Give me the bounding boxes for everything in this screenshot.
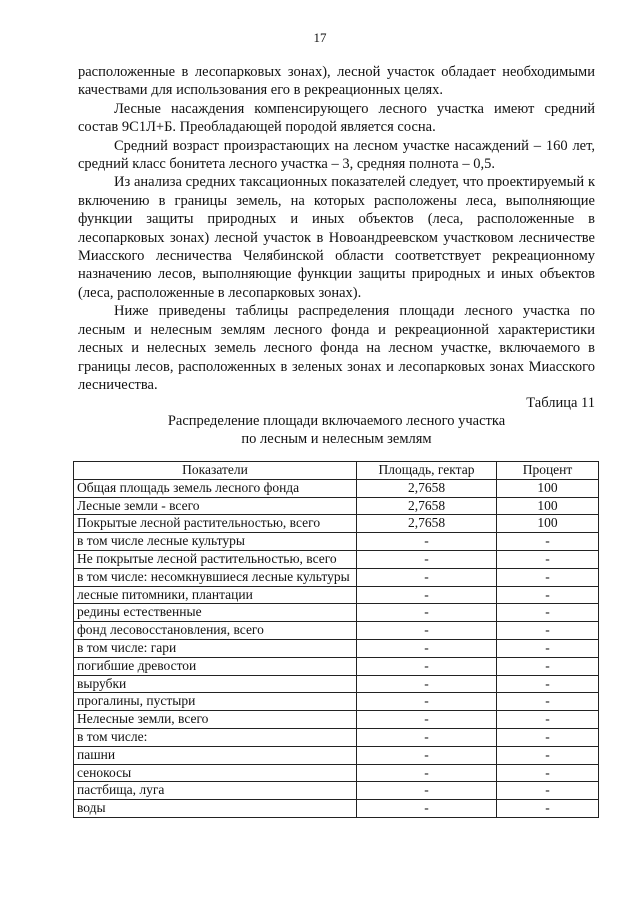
row-area: - <box>357 586 497 604</box>
row-indicator: в том числе: <box>74 728 357 746</box>
row-percent: - <box>497 533 599 551</box>
row-percent: - <box>497 586 599 604</box>
row-percent: - <box>497 675 599 693</box>
row-percent: - <box>497 746 599 764</box>
table-row <box>74 675 599 693</box>
row-indicator: Покрытые лесной растительностью, всего <box>74 515 357 533</box>
row-area: - <box>357 568 497 586</box>
row-area: - <box>357 533 497 551</box>
table-row <box>74 622 599 640</box>
table-header-row <box>74 462 599 480</box>
row-percent: - <box>497 550 599 568</box>
row-indicator: в том числе лесные культуры <box>74 533 357 551</box>
row-indicator: Не покрытые лесной растительностью, всего <box>74 550 357 568</box>
row-indicator: фонд лесовосстановления, всего <box>74 622 357 640</box>
row-area: - <box>357 693 497 711</box>
row-percent: 100 <box>497 497 599 515</box>
table-title-line: по лесным и нелесным землям <box>241 431 432 447</box>
row-percent: - <box>497 604 599 622</box>
row-area: - <box>357 622 497 640</box>
row-indicator: в том числе: несомкнувшиеся лесные культуры <box>74 568 357 586</box>
page-number: 17 <box>313 30 327 45</box>
paragraph: расположенные в лесопарковых зонах), лесной участок обладает необходимыми качествами для использования его в рекреационных целях. <box>78 64 595 99</box>
table-row <box>74 728 599 746</box>
column-header-area: Площадь, гектар <box>357 462 497 480</box>
row-area: - <box>357 639 497 657</box>
row-area: - <box>357 711 497 729</box>
table-row <box>74 604 599 622</box>
table-row <box>74 639 599 657</box>
column-header-indicator: Показатели <box>74 462 357 480</box>
column-header-percent: Процент <box>497 462 599 480</box>
table-row <box>74 586 599 604</box>
row-percent: - <box>497 728 599 746</box>
row-indicator: Нелесные земли, всего <box>74 711 357 729</box>
table-row <box>74 711 599 729</box>
row-area: - <box>357 675 497 693</box>
row-percent: - <box>497 711 599 729</box>
table-row <box>74 746 599 764</box>
table-row <box>74 533 599 551</box>
row-percent: 100 <box>497 515 599 533</box>
table-body <box>74 479 599 817</box>
row-area: 2,7658 <box>357 515 497 533</box>
table-row <box>74 782 599 800</box>
table-title <box>78 412 595 448</box>
body-text <box>78 63 595 394</box>
row-indicator: в том числе: гари <box>74 639 357 657</box>
row-indicator: вырубки <box>74 675 357 693</box>
row-percent: - <box>497 800 599 818</box>
row-indicator: пастбища, луга <box>74 782 357 800</box>
row-percent: - <box>497 693 599 711</box>
table-row <box>74 479 599 497</box>
row-percent: - <box>497 764 599 782</box>
table-row <box>74 764 599 782</box>
row-area: - <box>357 746 497 764</box>
row-area: - <box>357 550 497 568</box>
paragraph: Лесные насаждения компенсирующего лесного участка имеют средний состав 9С1Л+Б. Преобладающей породой является сосна. <box>78 100 595 136</box>
table-row <box>74 550 599 568</box>
paragraph: Из анализа средних таксационных показателей следует, что проектируемый к включению в границы земель, на которых расположены леса, выполняющие функции защиты природных и иных объектов (леса, расположенные в лесопарковых зонах) лесной участок в Новоандреевском участковом лесничестве Миасского лесничества Челябинской области соответствует рекреационному назначению лесов, выполняющие функции защиты природных и иных объектов (леса, расположенные в лесопарковых зонах). <box>78 174 595 301</box>
table-row <box>74 497 599 515</box>
row-percent: - <box>497 782 599 800</box>
row-indicator: воды <box>74 800 357 818</box>
row-area: - <box>357 764 497 782</box>
row-area: - <box>357 728 497 746</box>
row-area: - <box>357 657 497 675</box>
row-indicator: пашни <box>74 746 357 764</box>
table-row <box>74 515 599 533</box>
row-percent: 100 <box>497 479 599 497</box>
row-area: - <box>357 604 497 622</box>
row-indicator: погибшие древостои <box>74 657 357 675</box>
row-percent: - <box>497 622 599 640</box>
row-indicator: лесные питомники, плантации <box>74 586 357 604</box>
row-area: 2,7658 <box>357 479 497 497</box>
row-indicator: сенокосы <box>74 764 357 782</box>
table-title-line: Распределение площади включаемого лесного участка <box>167 413 506 429</box>
row-indicator: прогалины, пустыри <box>74 693 357 711</box>
row-percent: - <box>497 657 599 675</box>
paragraph: Средний возраст произрастающих на лесном участке насаждений – 160 лет, средний класс бонитета лесного участка – 3, средняя полнота – 0,5. <box>78 137 595 173</box>
row-area: 2,7658 <box>357 497 497 515</box>
row-percent: - <box>497 639 599 657</box>
row-area: - <box>357 782 497 800</box>
table-row <box>74 657 599 675</box>
table-caption: Таблица 11 <box>526 395 595 411</box>
row-indicator: Лесные земли - всего <box>74 497 357 515</box>
table-row <box>74 693 599 711</box>
table-row <box>74 800 599 818</box>
row-percent: - <box>497 568 599 586</box>
row-indicator: Общая площадь земель лесного фонда <box>74 479 357 497</box>
area-distribution-table <box>73 461 599 818</box>
row-indicator: редины естественные <box>74 604 357 622</box>
paragraph: Ниже приведены таблицы распределения площади лесного участка по лесным и нелесным землям лесного фонда и рекреационной характеристики лесных и нелесных земель лесного фонда на лесном участке, включаемого в границы лесов, расположенных в зеленых зонах и лесопарковых зонах Миасского лесничества. <box>78 303 595 393</box>
table-row <box>74 568 599 586</box>
row-area: - <box>357 800 497 818</box>
